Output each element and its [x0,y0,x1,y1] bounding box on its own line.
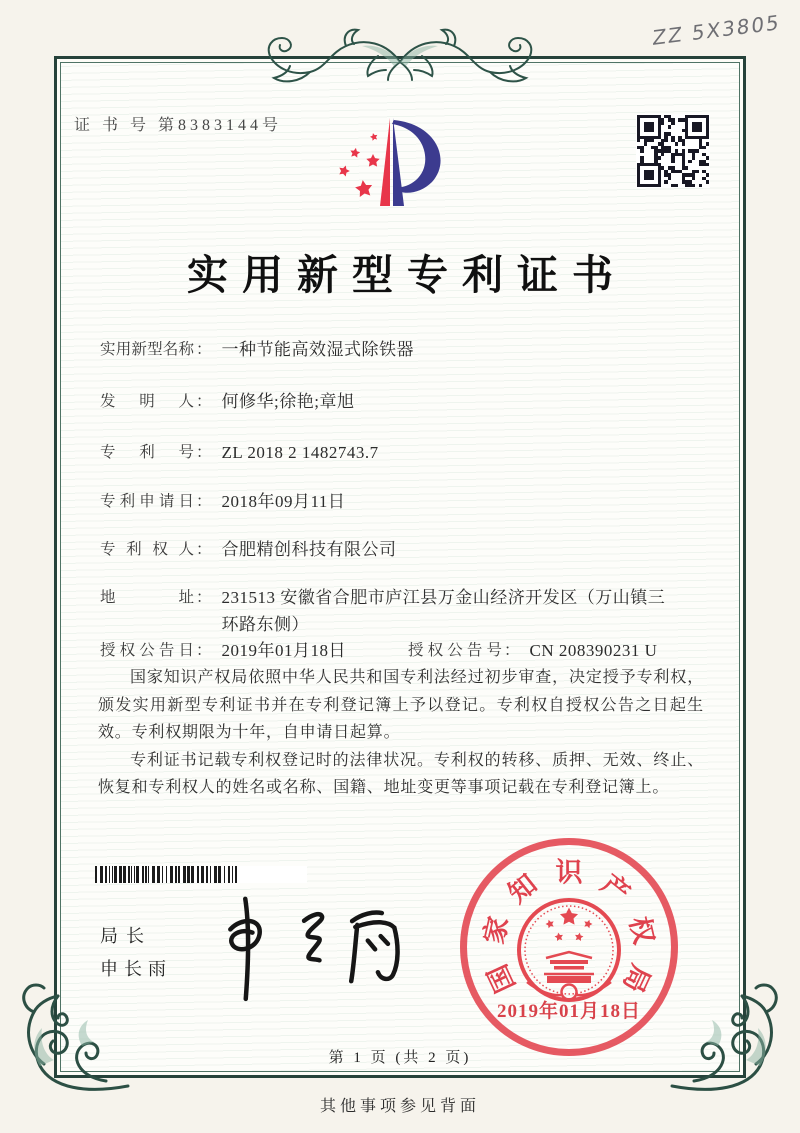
field-label: 专利权人 [100,541,194,558]
field-label: 授权公告日 [100,642,194,659]
seal-char: 识 [555,857,583,888]
field-row-patentee [100,536,397,563]
seal-char: 权 [623,913,660,947]
colon: ： [196,493,212,510]
commissioner-name: 申长雨 [100,959,172,979]
field-label: 授权公告号 [408,642,503,659]
field-row-name [100,336,414,363]
top-border-ornament [230,26,570,86]
seal-char: 产 [595,868,636,909]
colon: ： [196,341,212,358]
official-seal [460,838,678,1056]
field-value: CN 208390231 U [529,641,658,660]
seal-char: 国 [482,959,521,998]
field-label: 专利号 [100,444,194,461]
body-paragraph-2: 专利证书记载专利权登记时的法律状况。专利权的转移、质押、无效、终止、恢复和专利权人的姓名或名称、国籍、地址变更等事项记载在专利登记簿上。 [98,751,704,796]
backside-note: 其他事项参见背面 [319,1098,480,1115]
colon: ： [196,444,212,461]
corner-flourish-bottom-right [666,980,794,1098]
certificate-number: 证 书 号 第8383144号 [74,117,283,134]
field-value: 合肥精创科技有限公司 [221,540,397,559]
field-label: 发明人 [100,393,194,410]
field-label: 地址 [100,589,194,606]
field-grant-number [408,637,657,664]
commissioner-signature [210,888,444,1006]
logo-wedge-blue [393,118,404,206]
colon: ： [196,642,212,659]
field-row-patent-number [100,439,379,466]
barcode [95,866,307,883]
field-value: 一种节能高效湿式除铁器 [221,340,415,359]
qr-code [636,114,710,188]
seal-char: 家 [478,913,515,947]
field-label: 专利申请日 [100,493,194,510]
field-row-address [100,584,682,638]
seal-char: 局 [617,959,656,998]
field-value: ZL 2018 2 1482743.7 [221,443,379,462]
colon: ： [196,589,212,606]
field-value: 2019年01月18日 [221,641,347,660]
colon: ： [196,541,212,558]
handwritten-annotation: ZZ 5X3805 [651,9,782,51]
page-indicator: 第 1 页 (共 2 页) [328,1050,472,1066]
logo-wedge-red [380,118,390,206]
field-value: 2018年09月11日 [221,492,346,511]
field-row-inventor [100,388,354,415]
field-row-grant [100,637,657,664]
commissioner-title: 局长 [100,926,152,946]
body-paragraph-1: 国家知识产权局依照中华人民共和国专利法经过初步审查，决定授予专利权，颁发实用新型专利证书并在专利登记簿上予以登记。专利权自授权公告之日起生效。专利权期限为十年，自申请日起算。 [98,669,704,741]
colon: ： [196,393,212,410]
corner-flourish-bottom-left [6,980,134,1098]
legal-text [98,664,704,802]
colon: ： [504,642,520,659]
cnipa-logo-icon [330,108,470,228]
field-value: 231513 安徽省合肥市庐江县万金山经济开发区（万山镇三环路东侧） [221,588,666,634]
field-value: 何修华;徐艳;章旭 [221,392,355,411]
field-row-filing-date [100,488,345,515]
certificate-title: 实用新型专利证书 [187,252,627,298]
field-label: 实用新型名称 [100,341,194,358]
seal-date: 2019年01月18日 [496,1001,641,1022]
national-emblem-icon [513,892,625,1012]
seal-char: 知 [502,868,543,909]
